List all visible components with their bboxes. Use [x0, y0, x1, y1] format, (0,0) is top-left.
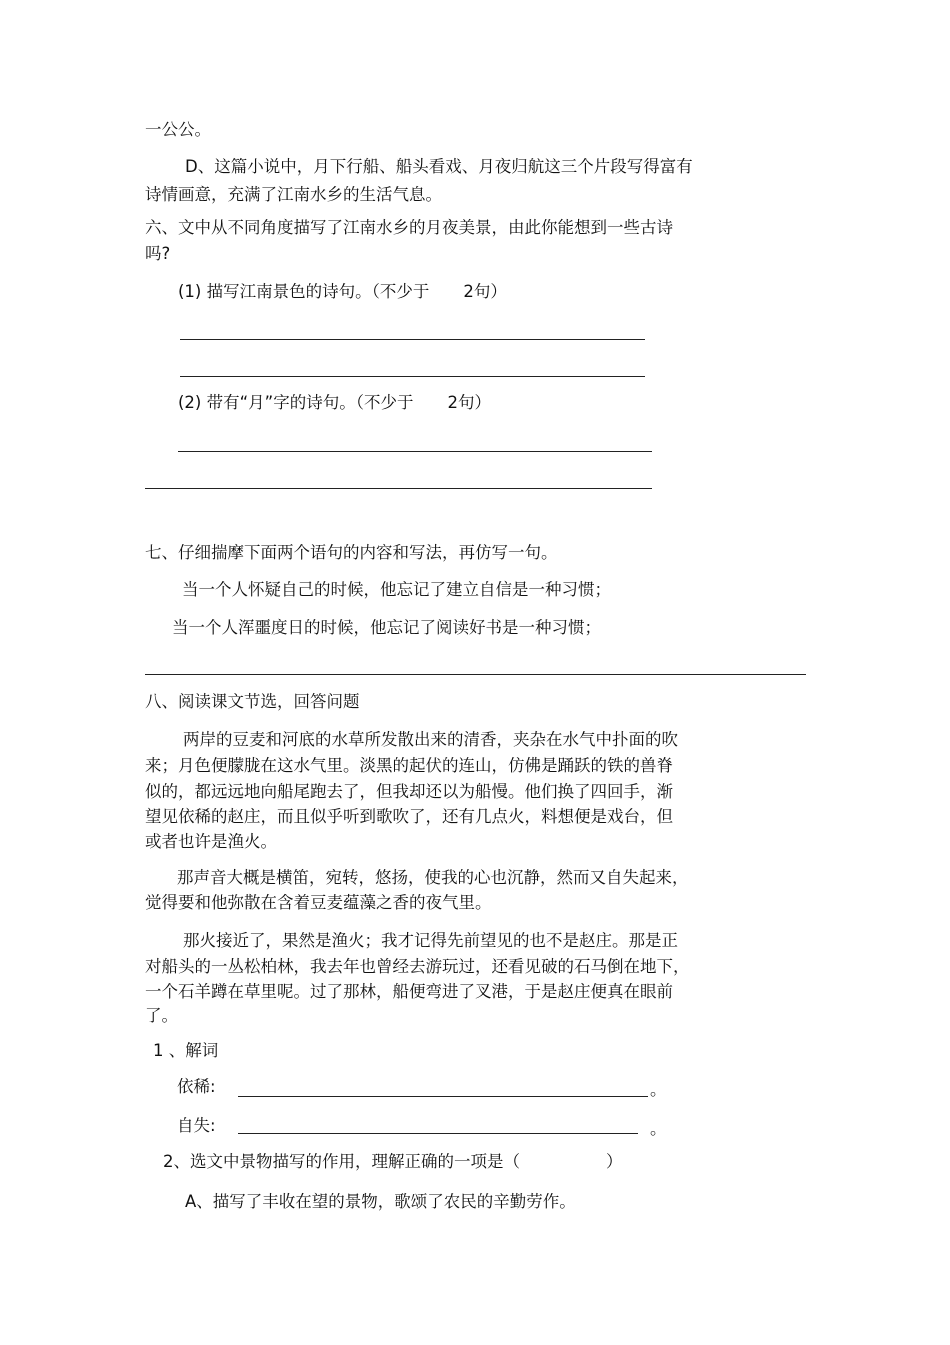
- question-6-sub-2: [178, 391, 491, 415]
- answer-line-6-2b[interactable]: [145, 488, 652, 489]
- question-6-line-1: 六、文中从不同角度描写了江南水乡的月夜美景，由此你能想到一些古诗: [145, 218, 673, 237]
- answer-line-6-1b[interactable]: [180, 376, 645, 377]
- question-7-example-2: 当一个人浑噩度日的时候，他忘记了阅读好书是一种习惯；: [172, 618, 601, 637]
- question-6-line-2: 吗?: [145, 244, 171, 263]
- question-8-sub-2-close: ）: [606, 1152, 623, 1171]
- question-6-sub-1-text: (1) 描写江南景色的诗句。（不少于: [178, 282, 430, 301]
- passage-line: 了。: [145, 1006, 178, 1025]
- passage-line: 对船头的一丛松柏林，我去年也曾经去游玩过，还看见破的石马倒在地下，: [145, 957, 690, 976]
- word-1-period: 。: [650, 1080, 667, 1099]
- question-7-example-1: 当一个人怀疑自己的时候，他忘记了建立自信是一种习惯；: [182, 580, 611, 599]
- passage-line: 似的，都远远地向船尾跑去了，但我却还以为船慢。他们换了四回手，渐: [145, 782, 673, 801]
- option-d-line-1: D、这篇小说中，月下行船、船头看戏、月夜归航这三个片段写得富有: [185, 157, 693, 176]
- answer-line-6-2a[interactable]: [178, 451, 652, 452]
- question-6-sub-2-text: (2) 带有“月”字的诗句。（不少于: [178, 393, 414, 412]
- question-8-sub-2-text: 2、选文中景物描写的作用，理解正确的一项是（: [163, 1152, 520, 1171]
- question-8-sub-1-title: 1 、解词: [153, 1041, 219, 1060]
- word-2-label: 自失:: [177, 1116, 216, 1135]
- passage-line: 两岸的豆麦和河底的水草所发散出来的清香，夹杂在水气中扑面的吹: [183, 730, 678, 749]
- passage-line: 觉得要和他弥散在含着豆麦蕴藻之香的夜气里。: [145, 893, 492, 912]
- passage-line: 一个石羊蹲在草里呢。过了那林，船便弯进了叉港，于是赵庄便真在眼前: [145, 982, 673, 1001]
- word-2-period: 。: [650, 1119, 667, 1138]
- question-8-title: 八、阅读课文节选，回答问题: [145, 692, 360, 711]
- answer-line-6-1a[interactable]: [180, 339, 645, 340]
- question-6-sub-1: [178, 280, 507, 304]
- answer-line-word-1[interactable]: [238, 1096, 648, 1097]
- question-6-sub-1-count: 2句）: [463, 282, 507, 301]
- option-a: A、描写了丰收在望的景物，歌颂了农民的辛勤劳作。: [185, 1192, 576, 1211]
- answer-line-7[interactable]: [145, 674, 806, 675]
- question-8-sub-2: [163, 1150, 623, 1174]
- word-1-label: 依稀:: [177, 1077, 216, 1096]
- question-6-sub-2-count: 2句）: [447, 393, 491, 412]
- answer-line-word-2[interactable]: [238, 1133, 638, 1134]
- passage-line: 或者也许是渔火。: [145, 832, 277, 851]
- question-7-prompt: 七、仔细揣摩下面两个语句的内容和写法，再仿写一句。: [145, 543, 558, 562]
- option-c-ending: 一公公。: [145, 120, 211, 139]
- passage-line: 那火接近了，果然是渔火；我才记得先前望见的也不是赵庄。那是正: [183, 931, 678, 950]
- passage-line: 那声音大概是横笛，宛转，悠扬，使我的心也沉静，然而又自失起来，: [177, 868, 689, 887]
- option-d-line-2: 诗情画意，充满了江南水乡的生活气息。: [145, 185, 442, 204]
- passage-line: 望见依稀的赵庄，而且似乎听到歌吹了，还有几点火，料想便是戏台，但: [145, 807, 673, 826]
- passage-line: 来；月色便朦胧在这水气里。淡黑的起伏的连山，仿佛是踊跃的铁的兽脊: [145, 756, 673, 775]
